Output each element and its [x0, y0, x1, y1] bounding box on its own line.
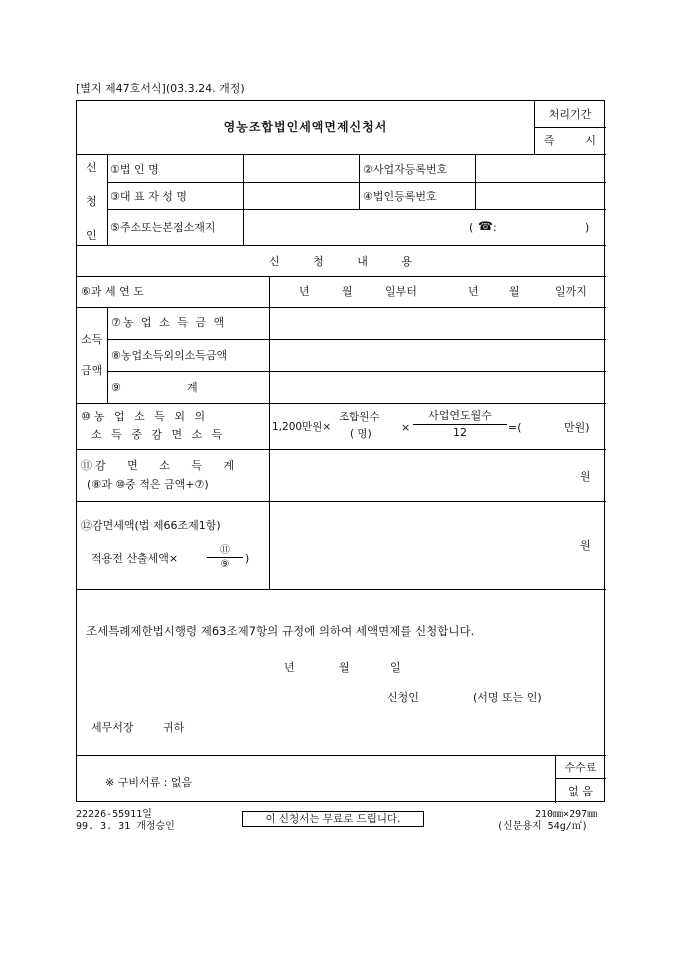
footer-paper-size: 210㎜×297㎜ — [535, 809, 598, 820]
income-total-num: ⑨ — [111, 381, 121, 394]
rule — [269, 276, 270, 589]
members-unit: ( 명) — [350, 428, 372, 440]
fee-value: 없 음 — [568, 785, 593, 798]
biz-reg-number-label: ②사업자등록번호 — [363, 163, 448, 176]
tax-ratio-fraction — [207, 541, 243, 570]
corp-name-field[interactable] — [245, 156, 357, 181]
processing-char-b: 시 — [585, 134, 596, 147]
members-label: 조합원수 — [339, 411, 380, 423]
tax-ratio-paren: ) — [245, 552, 250, 565]
fraction-bar — [413, 424, 507, 425]
rule — [77, 755, 606, 756]
rule — [77, 501, 606, 502]
exempt-income-label-line2: 소 득 중 감 면 소 득 — [91, 428, 226, 441]
tax-ratio-numerator: ⑪ — [220, 545, 230, 556]
declaration-text: 조세특례제한법시행령 제63조제7항의 규정에 의하여 세액면제를 신청합니다. — [86, 624, 475, 638]
rule — [475, 154, 476, 209]
rule — [77, 276, 606, 277]
address-field[interactable] — [245, 211, 603, 243]
phone-paren-close: ) — [585, 221, 590, 234]
rule — [77, 154, 606, 155]
footer-approval: 99. 3. 31 개정승인 — [76, 821, 175, 832]
phone-paren-open: ( — [469, 221, 474, 234]
fraction-bar — [207, 557, 243, 558]
phone-icon: ☎ — [478, 219, 493, 233]
biz-reg-number-field[interactable] — [477, 156, 603, 181]
rule — [107, 182, 606, 183]
applicant-side-char-3: 인 — [86, 229, 97, 242]
fiscal-to-month: 월 — [509, 285, 520, 298]
fee-label: 수수료 — [564, 761, 597, 774]
rule — [534, 127, 606, 128]
section-title: 신 청 내 용 — [269, 255, 414, 268]
representative-label: ③대 표 자 성 명 — [110, 190, 187, 203]
non-farm-income-field[interactable] — [271, 341, 603, 370]
income-total-field[interactable] — [271, 373, 603, 402]
exempt-income-label-line1: ⑩농 업 소 득 외 의 — [81, 410, 209, 423]
equals-sign: =( — [508, 421, 522, 434]
income-total-label: 계 — [187, 381, 198, 394]
non-farm-income-label: ⑧농업소득외의소득금액 — [111, 349, 228, 362]
tax-reduction-label-line1: ⑫감면세액(법 제66조제1항) — [81, 519, 221, 532]
rule — [77, 403, 606, 404]
fiscal-to-year: 년 — [468, 285, 479, 298]
result-unit: 만원) — [564, 421, 590, 434]
rule — [107, 307, 108, 403]
honorific: 귀하 — [163, 721, 185, 734]
tax-office-addressee: 세무서장 — [91, 721, 134, 734]
exempt-income-field[interactable] — [523, 413, 559, 437]
tax-ratio-denominator: ⑨ — [220, 559, 230, 570]
rule — [77, 245, 606, 246]
exempt-total-field[interactable] — [271, 451, 571, 499]
form-number-note: [별지 제47호서식](03.3.24. 개정) — [76, 82, 245, 95]
fiscal-year-label: ⑥과 세 연 도 — [81, 285, 144, 298]
income-side-label-1: 소득 — [81, 333, 103, 346]
corp-reg-number-field[interactable] — [477, 184, 603, 208]
phone-colon: : — [493, 221, 497, 234]
months-numerator: 사업연도월수 — [428, 409, 492, 422]
exempt-total-label-line2: (⑧과 ⑩중 적은 금액+⑦) — [87, 478, 209, 491]
applicant-sign-label: 신청인 — [387, 691, 419, 704]
fiscal-to-day: 일까지 — [555, 285, 587, 298]
months-denominator: 12 — [453, 426, 467, 439]
rule — [77, 589, 606, 590]
date-year: 년 — [284, 661, 295, 674]
form-title: 영농조합법인세액면제신청서 — [223, 120, 388, 134]
applicant-side-char-1: 신 — [86, 161, 97, 174]
farm-income-field[interactable] — [271, 309, 603, 338]
processing-char-a: 즉 — [544, 134, 555, 147]
tax-reduction-unit: 원 — [580, 539, 591, 552]
fiscal-from-month: 월 — [342, 285, 353, 298]
processing-period-value — [544, 134, 596, 147]
exempt-total-unit: 원 — [580, 470, 591, 483]
date-day: 일 — [390, 661, 401, 674]
rule — [243, 154, 244, 245]
income-side-label-2: 금액 — [81, 364, 103, 377]
free-distribution-note: 이 신청서는 무료로 드립니다. — [242, 811, 424, 827]
farm-income-label: ⑦농 업 소 득 금 액 — [111, 316, 227, 329]
months-fraction — [413, 407, 507, 439]
address-label: ⑤주소또는본점소재지 — [110, 221, 216, 234]
rule — [107, 209, 606, 210]
tax-reduction-label-line2: 적용전 산출세액× — [91, 552, 179, 565]
corp-name-label: ①법 인 명 — [110, 163, 159, 176]
rule — [77, 449, 606, 450]
exempt-total-label-line1: ⑪감 면 소 득 계 — [81, 459, 238, 472]
signature-label: (서명 또는 인) — [473, 691, 542, 704]
footer-form-code: 22226-55911일 — [76, 809, 152, 820]
rule — [107, 339, 606, 340]
rule — [555, 778, 606, 779]
rule — [107, 371, 606, 372]
formula-base: 1,200만원× — [272, 421, 332, 433]
fiscal-from-year: 년 — [299, 285, 310, 298]
rule — [359, 154, 360, 209]
times-sign: × — [401, 421, 411, 434]
rule — [77, 307, 606, 308]
application-form — [76, 100, 605, 802]
fiscal-from-day: 일부터 — [385, 285, 417, 298]
rule — [107, 154, 108, 245]
footer-paper-type: (신문용지 54g/㎡) — [497, 821, 588, 832]
processing-period-label: 처리기간 — [548, 108, 592, 121]
corp-reg-number-label: ④법인등록번호 — [363, 190, 437, 203]
tax-reduction-field[interactable] — [271, 503, 571, 587]
date-month: 월 — [339, 661, 350, 674]
representative-field[interactable] — [245, 184, 357, 208]
required-documents-note: ※ 구비서류 : 없음 — [105, 776, 193, 789]
applicant-side-char-2: 청 — [86, 195, 97, 208]
